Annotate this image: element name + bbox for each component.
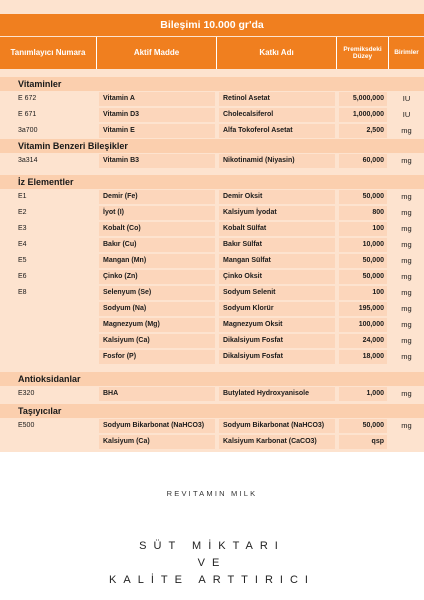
cell-unit: mg — [401, 192, 412, 201]
cell-code: E6 — [18, 273, 27, 280]
cell-additive: Kalsiyum İyodat — [219, 206, 335, 220]
section-title: Vitamin Benzeri Bileşikler — [0, 139, 424, 153]
cell-additive: Çinko Oksit — [219, 270, 335, 284]
cell-unit: mg — [401, 256, 412, 265]
cell-code — [18, 334, 96, 348]
cell-premix: 2,500 — [339, 124, 387, 138]
cell-active: Kobalt (Co) — [99, 222, 215, 236]
cell-active: Mangan (Mn) — [99, 254, 215, 268]
cell-additive: Mangan Sülfat — [219, 254, 335, 268]
cell-additive: Kobalt Sülfat — [219, 222, 335, 236]
cell-premix: qsp — [339, 435, 387, 449]
table-row — [0, 205, 424, 221]
cell-premix: 800 — [339, 206, 387, 220]
cell-additive: Dikalsiyum Fosfat — [219, 350, 335, 364]
cell-additive: Alfa Tokoferol Asetat — [219, 124, 335, 138]
table-row — [0, 237, 424, 253]
cell-unit: IU — [402, 94, 411, 103]
header-code: Tanımlayıcı Numara — [0, 37, 97, 69]
cell-additive: Kalsiyum Karbonat (CaCO3) — [219, 435, 335, 449]
cell-unit: mg — [401, 336, 412, 345]
table-row — [0, 317, 424, 333]
cell-unit: mg — [401, 272, 412, 281]
cell-premix: 100 — [339, 222, 387, 236]
cell-unit: mg — [401, 421, 412, 430]
tagline-line-1: SÜT MİKTARI — [139, 540, 285, 552]
cell-additive: Demir Oksit — [219, 190, 335, 204]
cell-code: E 672 — [18, 95, 37, 102]
table-row — [0, 349, 424, 365]
cell-premix: 50,000 — [339, 254, 387, 268]
cell-premix: 5,000,000 — [339, 92, 387, 106]
cell-unit: mg — [401, 224, 412, 233]
table-row — [0, 386, 424, 402]
table-row — [0, 285, 424, 301]
cell-code: E8 — [18, 289, 27, 296]
cell-unit: mg — [401, 156, 412, 165]
cell-code: E5 — [18, 257, 27, 264]
cell-active: Bakır (Cu) — [99, 238, 215, 252]
cell-premix: 1,000 — [339, 387, 387, 401]
cell-additive: Dikalsiyum Fosfat — [219, 334, 335, 348]
cell-active: Demir (Fe) — [99, 190, 215, 204]
cell-code: E1 — [18, 193, 27, 200]
cell-additive: Cholecalsiferol — [219, 108, 335, 122]
section-title: İz Elementler — [0, 175, 424, 189]
header-unit: Birimler — [394, 49, 419, 57]
cell-additive: Sodyum Bikarbonat (NaHCO3) — [219, 419, 335, 433]
cell-additive: Sodyum Klorür — [219, 302, 335, 316]
cell-additive: Bakır Sülfat — [219, 238, 335, 252]
cell-premix: 100,000 — [339, 318, 387, 332]
cell-active: BHA — [99, 387, 215, 401]
cell-unit: mg — [401, 240, 412, 249]
cell-premix: 100 — [339, 286, 387, 300]
cell-additive: Retinol Asetat — [219, 92, 335, 106]
cell-active: Kalsiyum (Ca) — [99, 435, 215, 449]
cell-code — [18, 318, 96, 332]
cell-active: Magnezyum (Mg) — [99, 318, 215, 332]
table-title: Bileşimi 10.000 gr'da — [0, 14, 424, 36]
cell-unit: mg — [401, 304, 412, 313]
cell-code — [18, 435, 96, 449]
table-row — [0, 269, 424, 285]
cell-active: Selenyum (Se) — [99, 286, 215, 300]
cell-additive: Nikotinamid (Niyasin) — [219, 154, 335, 168]
cell-active: Vitamin B3 — [99, 154, 215, 168]
cell-unit: mg — [401, 320, 412, 329]
cell-code: E320 — [18, 390, 35, 397]
cell-active: Sodyum Bikarbonat (NaHCO3) — [99, 419, 215, 433]
section-title: Vitaminler — [0, 77, 424, 91]
cell-unit: IU — [402, 110, 411, 119]
cell-premix: 60,000 — [339, 154, 387, 168]
cell-code — [18, 350, 96, 364]
table-header — [0, 37, 424, 69]
header-additive: Katkı Adı — [217, 37, 337, 69]
tagline-line-3: KALİTE ARTTIRICI — [109, 574, 315, 586]
cell-active: Vitamin A — [99, 92, 215, 106]
cell-active: Kalsiyum (Ca) — [99, 334, 215, 348]
cell-active: İyot (I) — [99, 206, 215, 220]
table-row — [0, 123, 424, 139]
table-row — [0, 107, 424, 123]
table-row — [0, 91, 424, 107]
brand-name: REVITAMIN MILK — [166, 489, 258, 498]
table-row — [0, 434, 424, 450]
cell-code: E500 — [18, 422, 35, 429]
cell-additive: Butylated Hydroxyanisole — [219, 387, 335, 401]
table-row — [0, 301, 424, 317]
cell-premix: 50,000 — [339, 190, 387, 204]
cell-code: E4 — [18, 241, 27, 248]
header-premix-line2: Düzey — [352, 53, 373, 60]
section-title: Taşıyıcılar — [0, 404, 424, 418]
tagline-line-2: VE — [197, 557, 227, 569]
cell-premix: 1,000,000 — [339, 108, 387, 122]
cell-unit: mg — [401, 288, 412, 297]
table-row — [0, 253, 424, 269]
cell-active: Fosfor (P) — [99, 350, 215, 364]
header-premix-line1: Premiksdeki — [343, 45, 382, 53]
cell-unit — [391, 435, 422, 449]
cell-active: Çinko (Zn) — [99, 270, 215, 284]
cell-active: Vitamin D3 — [99, 108, 215, 122]
cell-additive: Sodyum Selenit — [219, 286, 335, 300]
table-row — [0, 153, 424, 169]
cell-active: Sodyum (Na) — [99, 302, 215, 316]
cell-code: 3a700 — [18, 127, 38, 134]
cell-active: Vitamin E — [99, 124, 215, 138]
section-title: Antioksidanlar — [0, 372, 424, 386]
table-row — [0, 189, 424, 205]
cell-premix: 24,000 — [339, 334, 387, 348]
cell-code: E 671 — [18, 111, 37, 118]
cell-premix: 10,000 — [339, 238, 387, 252]
cell-unit: mg — [401, 352, 412, 361]
cell-premix: 50,000 — [339, 419, 387, 433]
cell-code: E3 — [18, 225, 27, 232]
cell-premix: 50,000 — [339, 270, 387, 284]
cell-unit: mg — [401, 389, 412, 398]
cell-premix: 195,000 — [339, 302, 387, 316]
header-active: Aktif Madde — [97, 37, 217, 69]
cell-unit: mg — [401, 126, 412, 135]
header-premix — [337, 37, 389, 69]
cell-code — [18, 302, 96, 316]
cell-unit: mg — [401, 208, 412, 217]
cell-code: 3a314 — [18, 157, 38, 164]
cell-additive: Magnezyum Oksit — [219, 318, 335, 332]
cell-premix: 18,000 — [339, 350, 387, 364]
table-row — [0, 221, 424, 237]
cell-code: E2 — [18, 209, 27, 216]
table-row — [0, 333, 424, 349]
table-row — [0, 418, 424, 434]
